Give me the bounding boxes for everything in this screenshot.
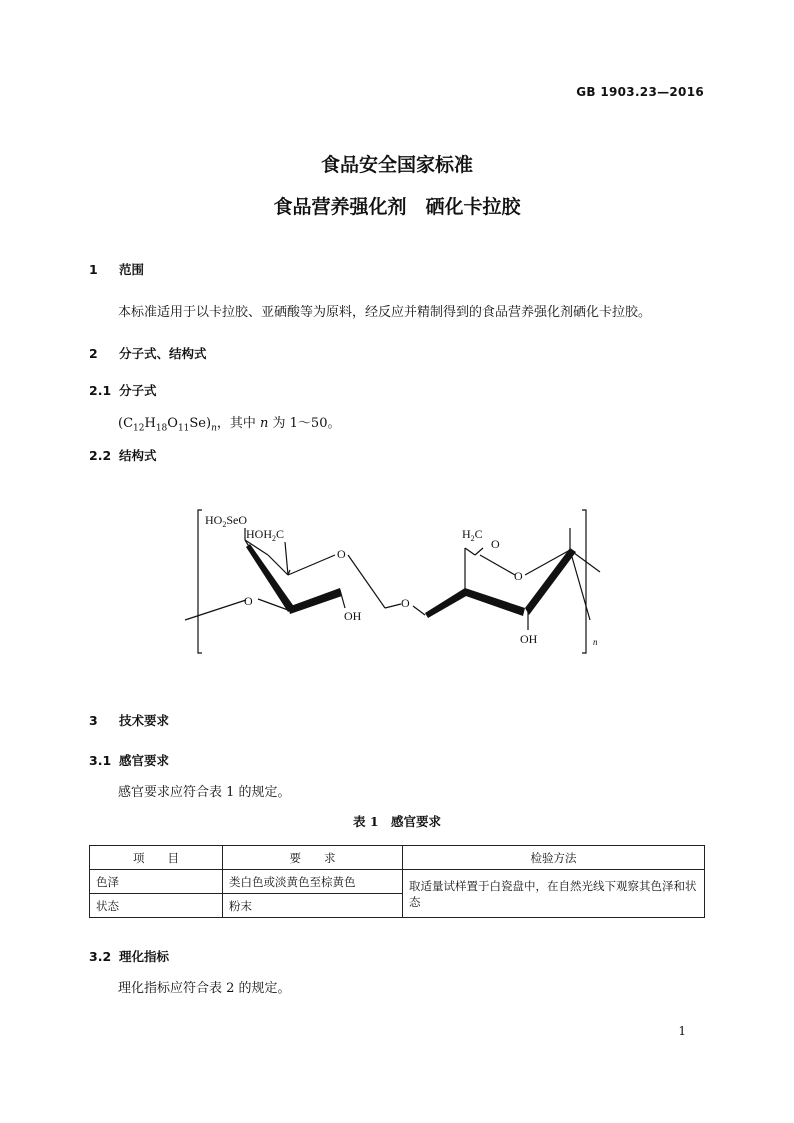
- section-number: 3.1: [89, 753, 112, 768]
- title-line-2: 食品营养强化剂 硒化卡拉胶: [273, 196, 521, 218]
- ho2seo-label: $HO_2SeO$: [205, 513, 248, 529]
- section-number: 3.2: [89, 949, 112, 964]
- hydroxyl-label-2: OH: [520, 632, 538, 646]
- cell-requirement: 类白色或淡黄色至棕黄色: [223, 870, 403, 894]
- cell-method: 取适量试样置于白瓷盘中，在自然光线下观察其色泽和状态: [403, 870, 705, 918]
- table-1-caption: 表 1 感官要求: [352, 814, 442, 829]
- section-3-1-text: 感官要求应符合表 1 的规定。: [118, 785, 291, 800]
- section-title: 范围: [119, 262, 145, 277]
- section-number: 1: [89, 262, 98, 277]
- hoh2c-label: $HOH_2C$: [246, 527, 285, 543]
- section-2-1-heading: [89, 381, 157, 399]
- ring-oxygen-1: O: [337, 547, 346, 561]
- ring-oxygen-3: O: [514, 569, 523, 583]
- structural-formula: [180, 500, 620, 665]
- section-3-2-heading: [89, 947, 169, 965]
- standard-code: GB 1903.23—2016: [576, 85, 704, 99]
- right-bracket: [582, 510, 586, 653]
- page-number: 1: [678, 1024, 686, 1038]
- section-title: 分子式: [119, 383, 157, 398]
- cell-item: 色泽: [90, 870, 223, 894]
- section-2-heading: [89, 344, 207, 362]
- section-number: 2: [89, 346, 98, 361]
- header-item: 项 目: [90, 846, 223, 870]
- cell-requirement: 粉末: [223, 894, 403, 918]
- section-1-text: 本标准适用于以卡拉胶、亚硒酸等为原料，经反应并精制得到的食品营养强化剂硒化卡拉胶。: [118, 305, 652, 320]
- section-2-2-heading: [89, 446, 157, 464]
- section-3-heading: [89, 711, 169, 729]
- bridge-oxygen: O: [401, 596, 410, 610]
- h2c-label: $H_2C$: [462, 527, 483, 543]
- header-method: 检验方法: [403, 846, 705, 870]
- wedge-bond: [246, 544, 295, 612]
- left-link-oxygen: O: [244, 594, 253, 608]
- section-number: 3: [89, 713, 98, 728]
- section-title: 感官要求: [119, 753, 170, 768]
- title-line-1: 食品安全国家标准: [320, 154, 473, 176]
- hydroxyl-label-1: OH: [344, 609, 362, 623]
- header-requirement: 要 求: [223, 846, 403, 870]
- table-header-row: [90, 846, 705, 870]
- section-number: 2.2: [89, 448, 112, 463]
- section-3-1-heading: [89, 751, 169, 769]
- section-number: 2.1: [89, 383, 112, 398]
- section-title: 分子式、结构式: [119, 346, 207, 361]
- section-title: 技术要求: [119, 713, 170, 728]
- section-3-2-text: 理化指标应符合表 2 的规定。: [118, 981, 291, 996]
- section-1-heading: [89, 260, 144, 278]
- sensory-requirements-table: [89, 845, 705, 918]
- repeat-n-label: n: [593, 637, 598, 647]
- ring-oxygen-2: O: [491, 537, 500, 551]
- molecular-formula: $(C_{12}H_{18}O_{11}Se)_n$，其中 n 为 1～50。: [118, 416, 341, 434]
- section-title: 理化指标: [119, 949, 170, 964]
- left-bracket: [198, 510, 202, 653]
- left-chain-bond: [185, 600, 246, 620]
- section-title: 结构式: [119, 448, 157, 463]
- table-row: [90, 870, 705, 894]
- cell-item: 状态: [90, 894, 223, 918]
